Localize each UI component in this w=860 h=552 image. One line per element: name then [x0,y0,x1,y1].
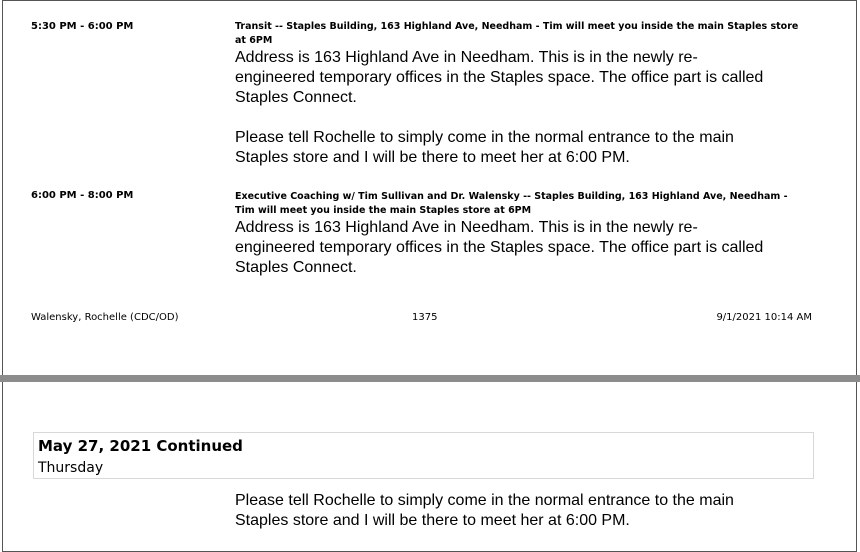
day-title: May 27, 2021 Continued [38,437,243,455]
day-name: Thursday [38,460,104,476]
entry-1-time: 5:30 PM - 6:00 PM [31,21,134,32]
entry-2-body-line-3: Staples Connect. [235,259,357,276]
footer-timestamp: 9/1/2021 10:14 AM [716,312,812,323]
entry-2-body-line-1: Address is 163 Highland Ave in Needham. This is in the newly re- [235,219,698,236]
entry-2-subject [235,190,820,218]
footer-name: Walensky, Rochelle (CDC/OD) [31,312,179,323]
continued-body [235,491,825,531]
entry-1-body-line-4 [235,108,825,128]
entry-2-subject-line-2: Tim will meet you inside the main Staples store at 6PM [235,205,532,216]
entry-1-body-line-3: Staples Connect. [235,89,357,106]
entry-2-subject-line-1: Executive Coaching w/ Tim Sullivan and Dr. Walensky -- Staples Building, 163 Highland Ave, Needham - [235,191,788,202]
page-2 [2,382,857,552]
entry-1-body [235,48,825,168]
entry-2-body-line-2: engineered temporary offices in the Staples space. The office part is called [235,239,764,256]
footer-page-number: 1375 [412,312,438,323]
entry-1-body-line-2: engineered temporary offices in the Staples space. The office part is called [235,69,764,86]
entry-2-body [235,218,825,278]
entry-1-subject [235,20,820,48]
day-header [33,432,814,479]
page-1 [2,0,857,375]
entry-1-subject-line-2: at 6PM [235,35,273,46]
entry-1-body-line-5: Please tell Rochelle to simply come in the normal entrance to the main [235,129,734,146]
entry-1-body-line-1: Address is 163 Highland Ave in Needham. This is in the newly re- [235,49,698,66]
continued-body-line-1: Please tell Rochelle to simply come in the normal entrance to the main [235,492,734,509]
continued-body-line-2: Staples store and I will be there to meet her at 6:00 PM. [235,512,630,529]
entry-2-time: 6:00 PM - 8:00 PM [31,190,134,201]
entry-1-body-line-6: Staples store and I will be there to meet her at 6:00 PM. [235,149,630,166]
page-separator [0,375,860,382]
entry-1-subject-line-1: Transit -- Staples Building, 163 Highland Ave, Needham - Tim will meet you inside the main Staples store [235,21,799,32]
